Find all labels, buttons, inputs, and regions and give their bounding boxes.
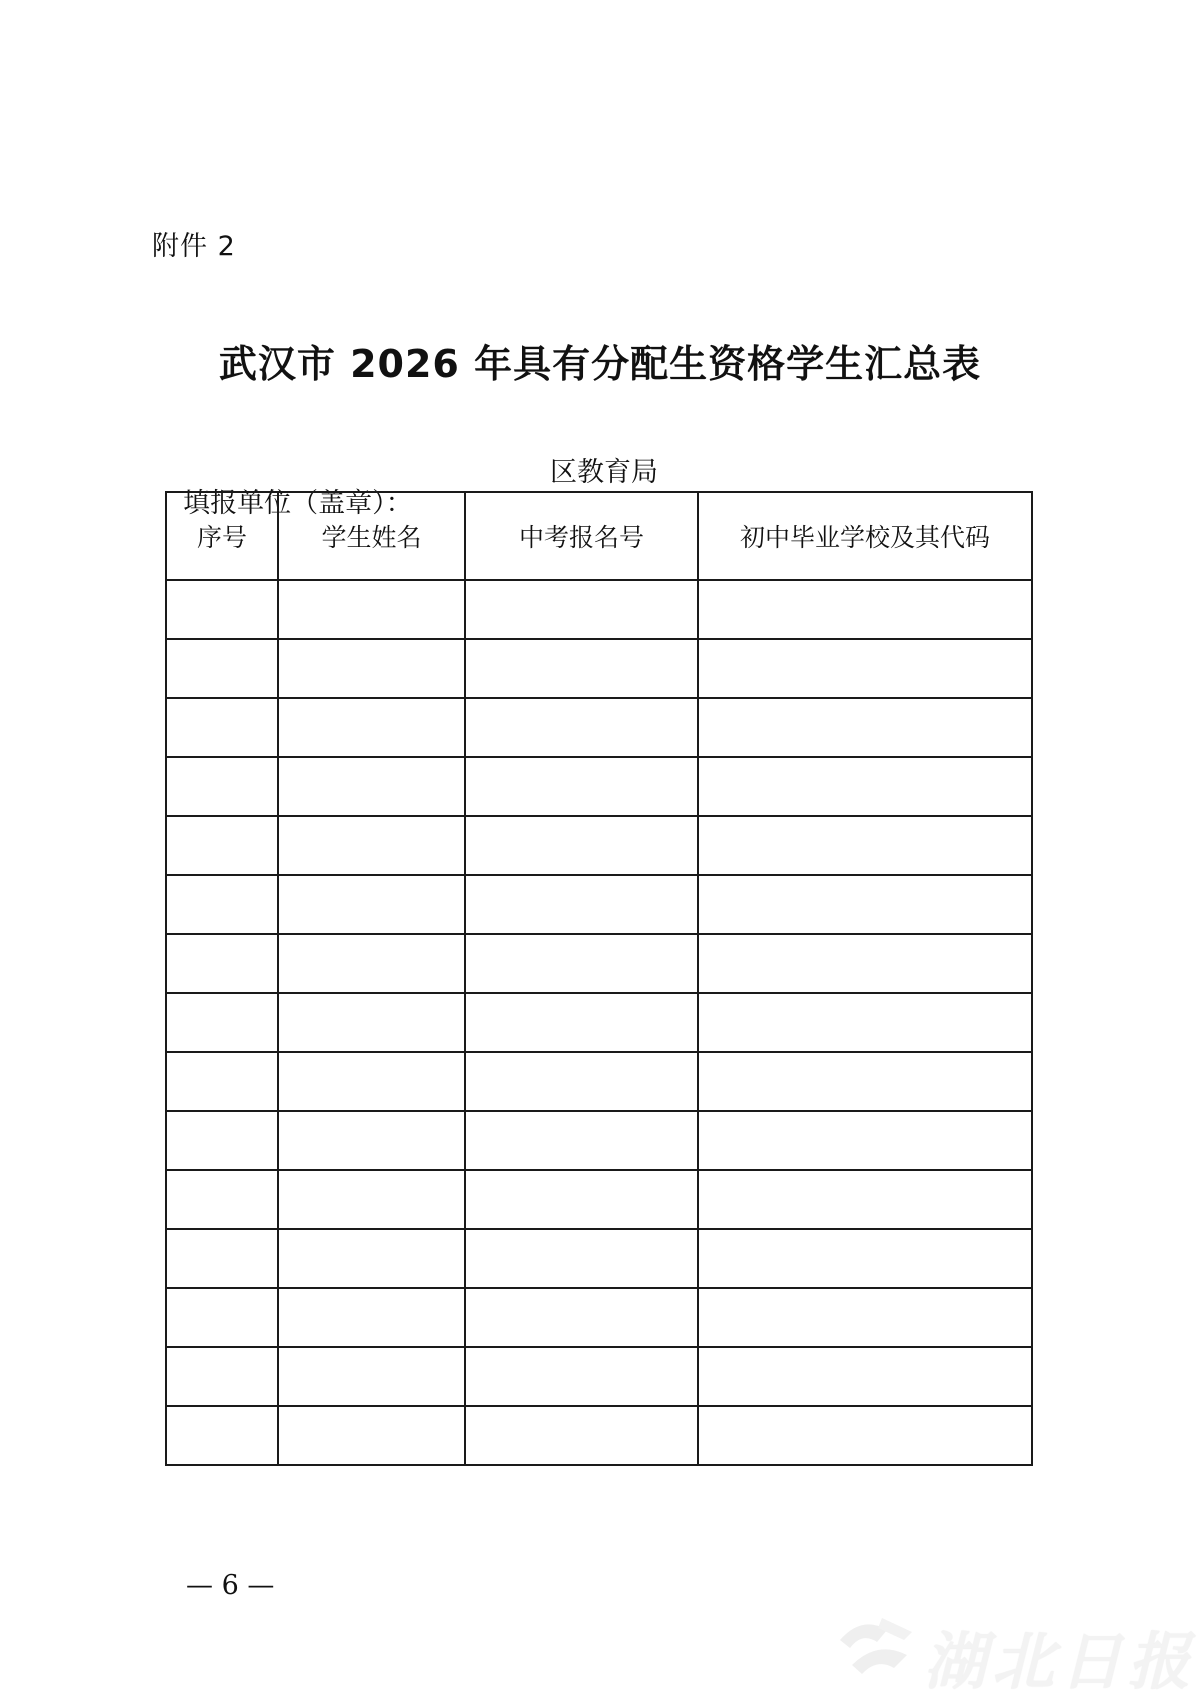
table-cell[interactable]	[465, 934, 698, 993]
table-cell[interactable]	[465, 1347, 698, 1406]
table-header-row	[166, 492, 1032, 580]
student-summary-table	[165, 491, 1033, 1466]
table-cell[interactable]	[698, 1111, 1032, 1170]
table-cell[interactable]	[465, 1406, 698, 1465]
table-cell[interactable]	[166, 639, 278, 698]
table-row	[166, 1288, 1032, 1347]
table-cell[interactable]	[465, 1052, 698, 1111]
newspaper-watermark	[832, 1600, 1200, 1697]
table-cell[interactable]	[166, 993, 278, 1052]
table-cell[interactable]	[166, 1229, 278, 1288]
table-row	[166, 934, 1032, 993]
table-cell[interactable]	[278, 1052, 465, 1111]
table-cell[interactable]	[698, 1052, 1032, 1111]
table-cell[interactable]	[166, 1111, 278, 1170]
table-row	[166, 1229, 1032, 1288]
table-row	[166, 1052, 1032, 1111]
table-row	[166, 757, 1032, 816]
table-cell[interactable]	[698, 934, 1032, 993]
table-cell[interactable]	[698, 1288, 1032, 1347]
table-cell[interactable]	[166, 757, 278, 816]
table-cell[interactable]	[465, 639, 698, 698]
document-title: 武汉市 2026 年具有分配生资格学生汇总表	[218, 342, 982, 386]
table-cell[interactable]	[698, 698, 1032, 757]
table-cell[interactable]	[166, 1052, 278, 1111]
page-number: — 6 —	[186, 1570, 275, 1601]
table-body	[166, 580, 1032, 1465]
fill-unit-label: 填报单位（盖章）：	[183, 488, 413, 519]
header-exam-registration-number: 中考报名号	[465, 492, 698, 580]
table-cell[interactable]	[278, 934, 465, 993]
table-cell[interactable]	[278, 1288, 465, 1347]
table-cell[interactable]	[278, 1229, 465, 1288]
table-cell[interactable]	[278, 698, 465, 757]
table-cell[interactable]	[278, 875, 465, 934]
table-cell[interactable]	[698, 639, 1032, 698]
table-cell[interactable]	[278, 757, 465, 816]
attachment-label: 附件 2	[152, 231, 236, 262]
table-row	[166, 816, 1032, 875]
table-cell[interactable]	[278, 816, 465, 875]
table-cell[interactable]	[698, 816, 1032, 875]
table-cell[interactable]	[698, 875, 1032, 934]
table-cell[interactable]	[465, 698, 698, 757]
table-cell[interactable]	[166, 1347, 278, 1406]
table-cell[interactable]	[698, 1347, 1032, 1406]
table-row	[166, 1406, 1032, 1465]
table-row	[166, 580, 1032, 639]
table-cell[interactable]	[278, 1406, 465, 1465]
table-cell[interactable]	[166, 1406, 278, 1465]
table-row	[166, 993, 1032, 1052]
table-row	[166, 698, 1032, 757]
header-graduation-school-and-code: 初中毕业学校及其代码	[698, 492, 1032, 580]
table-cell[interactable]	[465, 1288, 698, 1347]
table-cell[interactable]	[698, 1406, 1032, 1465]
table-cell[interactable]	[465, 816, 698, 875]
table-row	[166, 639, 1032, 698]
header-serial-number: 序号	[166, 492, 278, 580]
header-student-name: 学生姓名	[278, 492, 465, 580]
table-cell[interactable]	[465, 993, 698, 1052]
table-cell[interactable]	[465, 875, 698, 934]
table-cell[interactable]	[698, 993, 1032, 1052]
table-row	[166, 1111, 1032, 1170]
table-cell[interactable]	[278, 1170, 465, 1229]
table-row	[166, 875, 1032, 934]
watermark-logo-icon	[832, 1610, 922, 1690]
table-cell[interactable]	[698, 1229, 1032, 1288]
table-cell[interactable]	[166, 934, 278, 993]
table-cell[interactable]	[166, 816, 278, 875]
table-cell[interactable]	[465, 580, 698, 639]
table-cell[interactable]	[698, 757, 1032, 816]
fill-unit-value: 区教育局	[550, 457, 658, 488]
table-cell[interactable]	[465, 757, 698, 816]
table-cell[interactable]	[278, 1111, 465, 1170]
table-cell[interactable]	[166, 580, 278, 639]
table-row	[166, 1170, 1032, 1229]
table-cell[interactable]	[465, 1229, 698, 1288]
table-cell[interactable]	[166, 1288, 278, 1347]
table-cell[interactable]	[278, 580, 465, 639]
table-cell[interactable]	[465, 1111, 698, 1170]
table-cell[interactable]	[698, 580, 1032, 639]
table-cell[interactable]	[278, 639, 465, 698]
table-cell[interactable]	[278, 1347, 465, 1406]
table-cell[interactable]	[166, 1170, 278, 1229]
table-row	[166, 1347, 1032, 1406]
watermark-text: 湖北日报	[924, 1625, 1197, 1698]
table-cell[interactable]	[278, 993, 465, 1052]
table-cell[interactable]	[465, 1170, 698, 1229]
table-cell[interactable]	[166, 698, 278, 757]
table-cell[interactable]	[698, 1170, 1032, 1229]
table-cell[interactable]	[166, 875, 278, 934]
